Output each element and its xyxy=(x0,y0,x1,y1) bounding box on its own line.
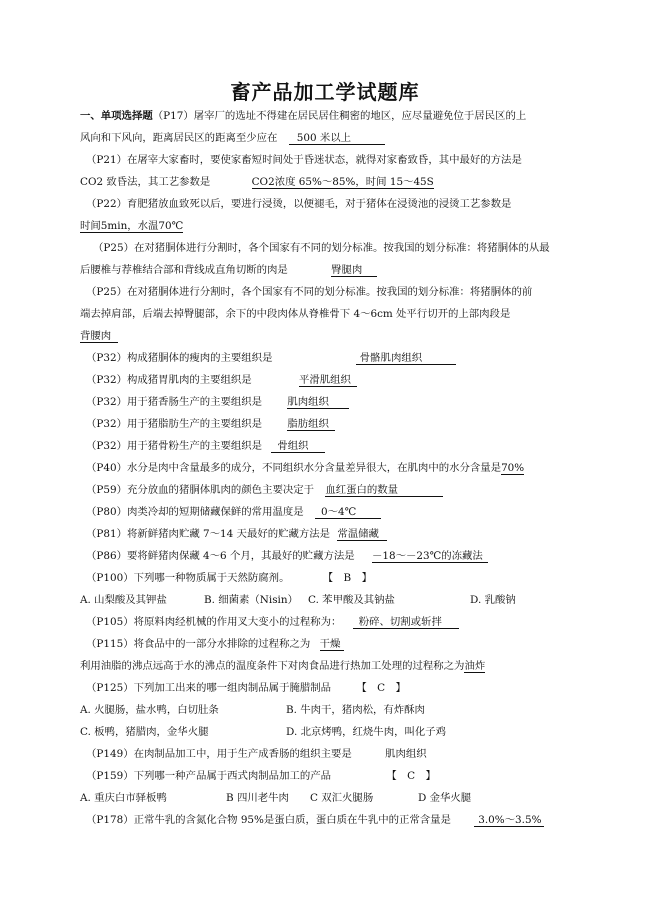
question-text: （P22）育肥猪放血致死以后，要进行浸烫，以便褪毛，对于猪体在浸烫池的浸烫工艺参数是 xyxy=(86,198,512,210)
answer: 500 米以上 xyxy=(289,132,385,145)
question-text: （P25）在对猪胴体进行分割时，各个国家有不同的划分标准。按我国的划分标准：将猪胴体的从最 xyxy=(93,242,550,254)
question-text: （P125）下列加工出来的哪一组肉制品属于腌腊制品 xyxy=(86,682,332,694)
option-c: C. 板鸭，猪腊肉，金华火腿 xyxy=(80,726,209,738)
question-text: （P178）正常牛乳的含氮化合物 95%是蛋白质，蛋白质在牛乳中的正常含量是 xyxy=(86,814,451,826)
answer: －18～－23℃的冻藏法 xyxy=(372,550,488,563)
answer: 70% xyxy=(501,462,525,474)
question-text: （P86）要将鲜猪肉保藏 4～6 个月，其最好的贮藏方法是 xyxy=(86,550,355,562)
question-14 xyxy=(86,527,387,541)
question-text: CO2 致昏法，其工艺参数是 xyxy=(80,176,211,188)
answer: 臀腿肉 xyxy=(331,264,377,277)
question-text: 利用油脂的沸点远高于水的沸点的温度条件下对肉食品进行热加工处理的过程称之为 xyxy=(80,660,465,672)
option-a: A. 火腿肠，盐水鸭，白切肚条 xyxy=(80,704,219,716)
question-6 xyxy=(86,351,456,365)
page-title: 畜产品加工学试题库 xyxy=(230,80,420,104)
question-2-line2 xyxy=(80,175,434,189)
question-18 xyxy=(86,637,344,651)
question-3 xyxy=(86,197,511,211)
question-text: （P115）将食品中的一部分水排除的过程称之为 xyxy=(86,638,311,650)
question-13 xyxy=(86,505,381,519)
question-12 xyxy=(86,483,443,497)
answer: 3.0%～3.5% xyxy=(474,814,544,827)
answer: 骨骼肌肉组织 xyxy=(356,352,456,365)
option-d: D 金华火腿 xyxy=(418,792,472,804)
option-b: B 四川老牛肉 xyxy=(226,792,289,804)
question-16 xyxy=(86,571,372,585)
option-d: D. 乳酸钠 xyxy=(470,594,516,606)
option-b: B. 细菌素（Nisin） xyxy=(204,594,298,606)
question-text: （P32）用于猪脂肪生产的主要组织是 xyxy=(86,418,263,430)
question-2 xyxy=(86,153,522,167)
question-5-line3 xyxy=(80,329,118,343)
question-text: （P32）用于猪香肠生产的主要组织是 xyxy=(86,396,263,408)
question-text: （P105）将原料肉经机械的作用叉大变小的过程称为： xyxy=(86,616,342,628)
question-1 xyxy=(80,109,526,123)
option-c: C 双汇火腿肠 xyxy=(310,792,374,804)
question-text: （P100）下列哪一种物质属于天然防腐剂。 xyxy=(86,572,290,584)
question-7 xyxy=(86,373,357,387)
question-text: （P32）构成猪胃肌肉的主要组织是 xyxy=(86,374,252,386)
question-text: （P80）肉类冷却的短期储藏保鲜的常用温度是 xyxy=(86,506,304,518)
question-5-line2 xyxy=(80,307,510,321)
answer: 血红蛋白的数量 xyxy=(325,484,443,497)
question-text: （P21）在屠宰大家畜时，要使家畜短时间处于昏迷状态，就得对家畜致昏，其中最好的方法是 xyxy=(86,154,522,166)
section-label: 一、单项选择题 xyxy=(80,110,153,122)
question-text: （P17）屠宰厂的选址不得建在居民居住稠密的地区，应尽量避免位于居民区的上 xyxy=(152,110,527,122)
question-text: （P59）充分放血的猪胴体肌肉的颜色主要决定于 xyxy=(86,484,315,496)
question-21 xyxy=(86,747,427,761)
answer: 油炸 xyxy=(464,660,486,672)
option-a: A. 重庆白市驿板鸭 xyxy=(80,792,167,804)
answer: 常温储藏 xyxy=(337,528,387,541)
answer: 脂肪组织 xyxy=(287,418,335,431)
option-c: C. 苯甲酸及其钠盐 xyxy=(308,594,395,606)
question-text: （P32）用于猪骨粉生产的主要组织是 xyxy=(86,440,263,452)
answer: 干燥 xyxy=(320,638,344,651)
answer: 平滑肌组织 xyxy=(299,374,357,387)
question-1-line2 xyxy=(80,131,385,145)
question-text: 端去掉肩部，后端去掉臀腿部，余下的中段肉体从脊椎骨下 4～6cm 处平行切开的上部肉段是 xyxy=(80,308,511,320)
question-4 xyxy=(93,241,550,255)
question-22 xyxy=(86,769,436,783)
answer: 背腰肉 xyxy=(80,330,118,343)
question-text: （P159）下列哪一种产品属于西式肉制品加工的产品 xyxy=(86,770,332,782)
answer: CO2浓度 65%～85%，时间 15～45S xyxy=(251,176,434,188)
question-text: （P149）在肉制品加工中，用于生产成香肠的组织主要是 xyxy=(86,748,352,760)
answer-bracket: 【 B 】 xyxy=(322,572,372,584)
answer-bracket: 【 C 】 xyxy=(356,682,406,694)
question-4-line2 xyxy=(80,263,377,277)
question-text: （P25）在对猪胴体进行分割时，各个国家有不同的划分标准。按我国的划分标准：将猪胴体的前 xyxy=(86,286,533,298)
question-19 xyxy=(80,659,485,673)
answer: 肌肉组织 xyxy=(287,396,349,409)
question-9 xyxy=(86,417,335,431)
question-15 xyxy=(86,549,488,563)
question-17 xyxy=(86,615,459,629)
option-d: D. 北京烤鸭，红烧牛肉，叫化子鸡 xyxy=(286,726,447,738)
question-10 xyxy=(86,439,325,453)
answer: 时间5min，水温70℃ xyxy=(80,220,184,232)
question-8 xyxy=(86,395,349,409)
question-23 xyxy=(86,813,544,827)
answer-bracket: 【 C 】 xyxy=(386,770,436,782)
answer: 骨组织 xyxy=(271,440,325,453)
question-text: 风向和下风向，距离居民区的距离至少应在 xyxy=(80,132,278,144)
question-text: （P40）水分是肉中含量最多的成分，不同组织水分含量差异很大，在肌肉中的水分含量是 xyxy=(86,462,502,474)
answer: 粉碎、切割或斩拌 xyxy=(353,616,459,629)
answer: 肌肉组织 xyxy=(385,748,427,760)
answer: 0～4℃ xyxy=(315,506,381,519)
question-text: 后腰椎与荐椎结合部和背线成直角切断的肉是 xyxy=(80,264,288,276)
question-20 xyxy=(86,681,406,695)
question-text: （P32）构成猪胴体的瘦肉的主要组织是 xyxy=(86,352,273,364)
option-b: B. 牛肉干，猪肉松，有炸酥肉 xyxy=(286,704,425,716)
question-5 xyxy=(86,285,532,299)
option-a: A. 山梨酸及其钾盐 xyxy=(80,594,167,606)
question-11 xyxy=(86,461,524,475)
question-text: （P81）将新鲜猪肉贮藏 7～14 天最好的贮藏方法是 xyxy=(86,528,331,540)
question-3-line2 xyxy=(80,219,183,233)
